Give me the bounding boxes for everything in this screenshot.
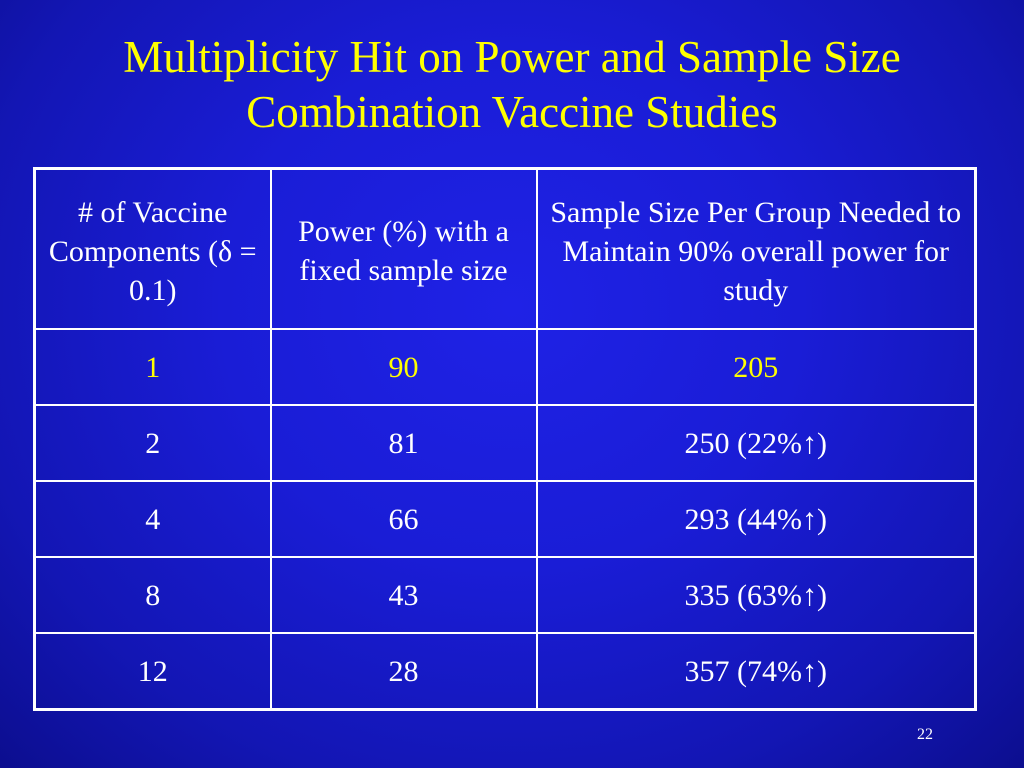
table-row (35, 633, 976, 710)
cell-power: 81 (271, 405, 537, 481)
slide-title-line-2: Combination Vaccine Studies (246, 87, 778, 137)
slide-title (0, 30, 1024, 140)
cell-power: 43 (271, 557, 537, 633)
header-sample-size: Sample Size Per Group Needed to Maintain 90% overall power for study (537, 169, 976, 330)
header-vaccine-components: # of Vaccine Components (δ = 0.1) (35, 169, 271, 330)
header-power: Power (%) with a fixed sample size (271, 169, 537, 330)
table-row (35, 557, 976, 633)
table-row (35, 481, 976, 557)
page-number: 22 (917, 726, 933, 743)
cell-sample-size: 250 (22%↑) (537, 405, 976, 481)
cell-sample-size: 205 (537, 329, 976, 405)
cell-power: 90 (271, 329, 537, 405)
table-row (35, 329, 976, 405)
cell-power: 66 (271, 481, 537, 557)
cell-components: 12 (35, 633, 271, 710)
results-table (33, 167, 977, 711)
cell-components: 4 (35, 481, 271, 557)
table-row (35, 405, 976, 481)
cell-components: 2 (35, 405, 271, 481)
cell-components: 1 (35, 329, 271, 405)
cell-sample-size: 293 (44%↑) (537, 481, 976, 557)
cell-power: 28 (271, 633, 537, 710)
table-header-row (35, 169, 976, 330)
cell-sample-size: 335 (63%↑) (537, 557, 976, 633)
cell-components: 8 (35, 557, 271, 633)
cell-sample-size: 357 (74%↑) (537, 633, 976, 710)
slide-title-line-1: Multiplicity Hit on Power and Sample Size (123, 32, 901, 82)
